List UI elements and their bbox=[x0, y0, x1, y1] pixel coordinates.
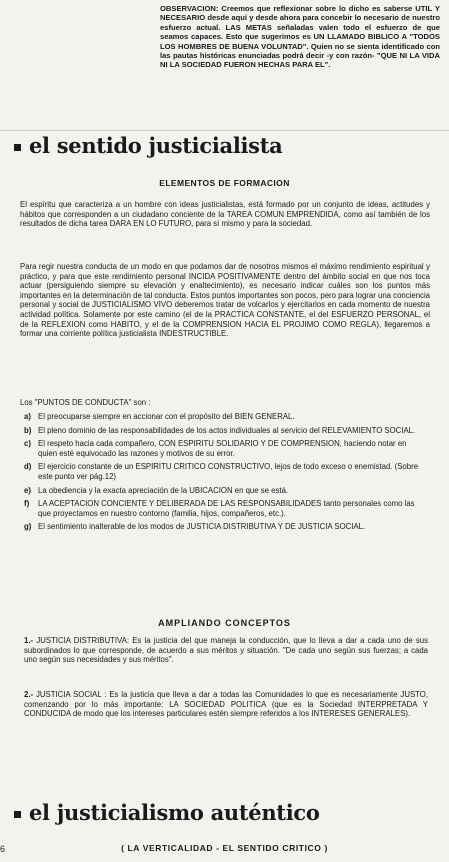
ampliando-heading: AMPLIANDO CONCEPTOS bbox=[158, 618, 291, 628]
paragraph-1: El espíritu que caracteriza a un hombre con ideas justicialistas, está formado por un conjunto de ideas, actitudes y hábitos que corresponden a un ciudadano conciente de la TAREA COMUN EMPRENDIDA, como así también de los resultados de dicha tarea DARA EN LO FUTURO, para sí mismo y para la sociedad. bbox=[20, 200, 430, 229]
title-top bbox=[14, 133, 282, 158]
concept-1: 1.- JUSTICIA DISTRIBUTIVA: Es la justicia del que maneja la conducción, que lo lleva a dar a cada uno de sus subordinados lo que corresponde, de acuerdo a sus méritos y situación. "De cada uno según sus fuerzas; a cada uno según sus necesidades y sus méritos". bbox=[24, 636, 428, 665]
paragraph-2: Para regir nuestra conducta de un modo en que podamos dar de nosotros mismos el máximo rendimiento espiritual y práctico, y para que este rendimiento personal INCIDA POSITIVAMENTE dentro del ámbito social en que nos toca actuar (persiguiendo siempre su elevación y enaltecimiento), es necesario indicar cuáles son los puntos más importantes en la determinación de tal conducta. Estos puntos importantes son pocos, pero para lograr una conciencia personal y social de JUSTICIALISMO VIVO deberemos tratar de volcarlos y ejercitarlos en cada momento de nuestra actividad política. Solamente por este camino (el de la PRACTICA CONSTANTE, el del ESFUERZO PERSONAL, el de la REFLEXION como HABITO, y el de la COMPRENSION HACIA EL PROJIMO COMO REGLA), llegaremos a formar una corriente política justicialista INDESTRUCTIBLE. bbox=[20, 262, 431, 339]
list-item: g) El sentimiento inalterable de los modos de JUSTICIA DISTRIBUTIVA Y DE JUSTICIA SOCIAL. bbox=[24, 522, 366, 532]
page-number: 6 bbox=[0, 844, 6, 854]
section-heading: ELEMENTOS DE FORMACION bbox=[159, 178, 290, 188]
observation-note: OBSERVACION: Creemos que reflexionar sobre lo dicho es saberse UTIL Y NECESARIO desde aquí y desde ahora para concebir lo necesario de nuestro esfuerzo actual. LAS METAS señaladas valen todo el esfuerzo de que seamos capaces. Esto que sugerimos es UN LLAMADO BIBLICO A "TODOS LOS HOMBRES DE BUENA VOLUNTAD". Quien no se sienta identificado con las pautas históricas enunciadas podrá decir -y con razón- "QUE NI LA VIDA NI LA SOCIEDAD FUERON HECHAS PARA EL". bbox=[160, 4, 440, 70]
bullet-icon bbox=[14, 811, 21, 818]
list-item: f) LA ACEPTACION CONCIENTE Y DELIBERADA DE LAS RESPONSABILIDADES tanto personales como las que proyectamos en nuestro contorno (familia, hijos, compañeros, etc.). bbox=[24, 499, 415, 518]
list-item: e) La obediencia y la exacta apreciación de la UBICACION en que se está. bbox=[24, 485, 289, 495]
title-bottom-text: el justicialismo auténtico bbox=[29, 800, 320, 825]
list-item: c) El respeto hacia cada compañero, CON ESPIRITU SOLIDARIO Y DE COMPRENSION, haciendo notar en quien esté equivocado las razones y motivos de su error. bbox=[24, 439, 407, 458]
title-bottom bbox=[14, 800, 320, 825]
bullet-icon bbox=[14, 144, 21, 151]
title-top-text: el sentido justicialista bbox=[29, 133, 283, 158]
divider bbox=[0, 130, 449, 131]
bottom-subtitle: ( LA VERTICALIDAD - EL SENTIDO CRITICO ) bbox=[121, 843, 328, 853]
list-item: d) El ejercicio constante de un ESPIRITU CRITICO CONSTRUCTIVO, lejos de todo exceso o enemistad. (Sobre este punto ver pág.12) bbox=[24, 462, 419, 481]
concept-2: 2.- JUSTICIA SOCIAL : Es la justicia que lleva a dar a todas las Comunidades lo que es necesariamente JUSTO, comenzando por lo más importante: LA SOCIEDAD POLITICA (que es la Sociedad INTERPRETADA Y CONDUCIDA de modo que los intereses particulares estén siempre referidos a los INTERESES GENERALES). bbox=[24, 690, 429, 719]
conduct-points-list bbox=[24, 412, 424, 536]
list-item: a) El preocuparse siempre en accionar con el propósito del BIEN GENERAL. bbox=[24, 412, 295, 421]
list-item: b) El pleno dominio de las responsabilidades de los actos individuales al servicio del RELEVAMIENTO SOCIAL. bbox=[24, 425, 416, 435]
points-intro: Los "PUNTOS DE CONDUCTA" son : bbox=[20, 398, 151, 407]
